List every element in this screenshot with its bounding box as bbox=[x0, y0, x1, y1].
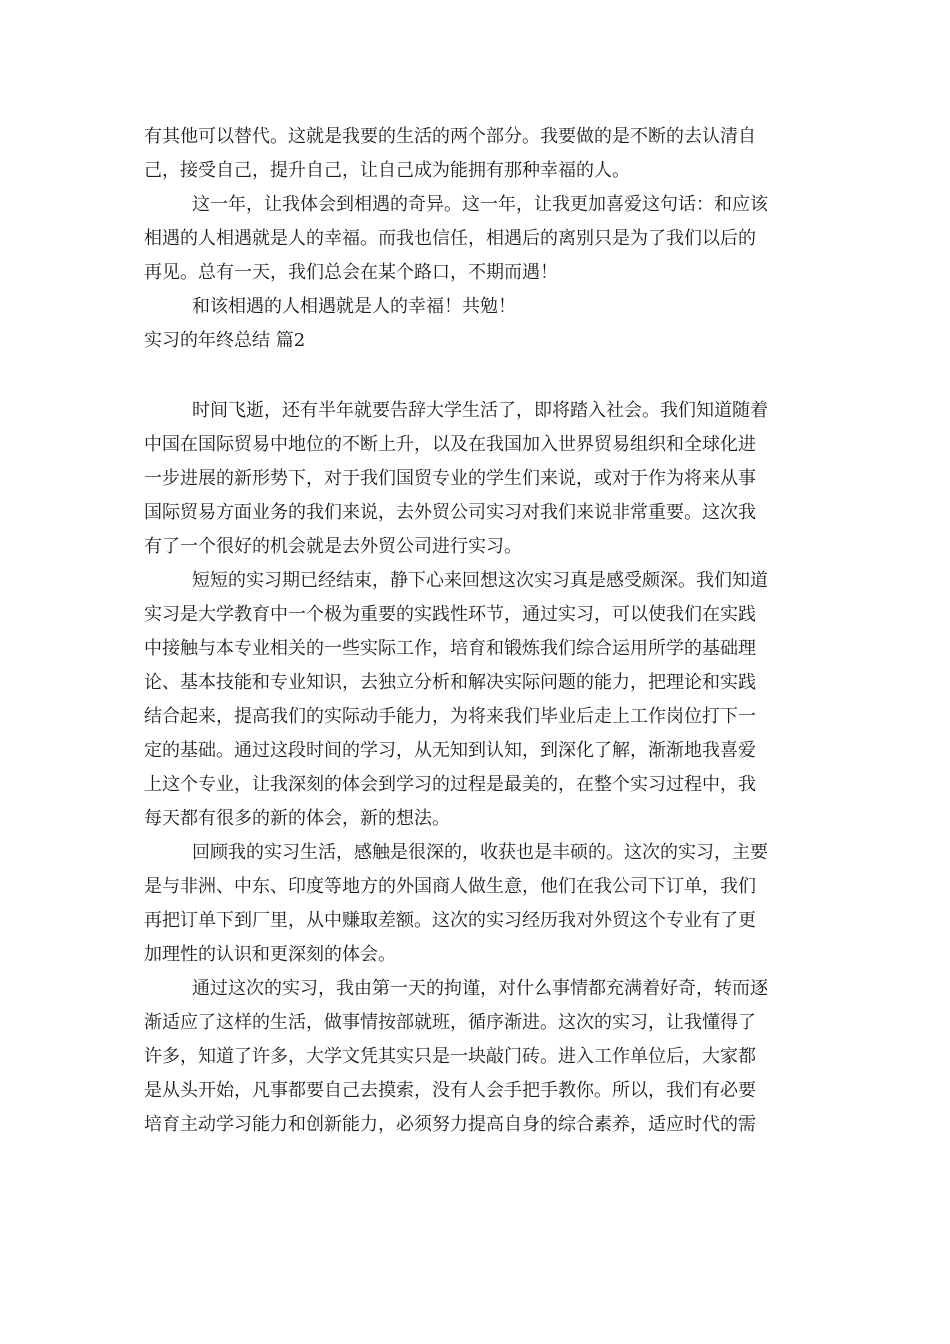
paragraph bbox=[144, 972, 808, 1142]
section-heading: 实习的年终总结 篇2 bbox=[144, 330, 306, 351]
text-line: 再把订单下到厂里，从中赚取差额。这次的实习经历我对外贸这个专业有了更 bbox=[144, 910, 756, 931]
text-line: 是与非洲、中东、印度等地方的外国商人做生意，他们在我公司下订单，我们 bbox=[144, 876, 756, 897]
text-line: 再见。总有一天，我们总会在某个路口，不期而遇！ bbox=[144, 262, 558, 283]
text-line: 回顾我的实习生活，感触是很深的，收获也是丰硕的。这次的实习，主要 bbox=[192, 842, 768, 863]
text-line: 和该相遇的人相遇就是人的幸福！共勉！ bbox=[192, 296, 516, 317]
blank-line bbox=[144, 358, 808, 394]
text-line: 一步进展的新形势下，对于我们国贸专业的学生们来说，或对于作为将来从事 bbox=[144, 468, 756, 489]
text-line: 有其他可以替代。这就是我要的生活的两个部分。我要做的是不断的去认清自 bbox=[144, 126, 756, 147]
text-line: 渐适应了这样的生活，做事情按部就班，循序渐进。这次的实习，让我懂得了 bbox=[144, 1012, 756, 1033]
text-line: 时间飞逝，还有半年就要告辞大学生活了，即将踏入社会。我们知道随着 bbox=[192, 400, 768, 421]
text-line: 许多，知道了许多，大学文凭其实只是一块敲门砖。进入工作单位后，大家都 bbox=[144, 1046, 756, 1067]
text-line: 己，接受自己，提升自己，让自己成为能拥有那种幸福的人。 bbox=[144, 160, 630, 181]
text-line: 上这个专业，让我深刻的体会到学习的过程是最美的，在整个实习过程中，我 bbox=[144, 774, 756, 795]
text-line: 实习是大学教育中一个极为重要的实践性环节，通过实习，可以使我们在实践 bbox=[144, 604, 756, 625]
document-page bbox=[144, 120, 808, 1142]
paragraph bbox=[144, 564, 808, 836]
paragraph bbox=[144, 836, 808, 972]
text-line: 中接触与本专业相关的一些实际工作，培育和锻炼我们综合运用所学的基础理 bbox=[144, 638, 756, 659]
text-line: 通过这次的实习，我由第一天的拘谨，对什么事情都充满着好奇，转而逐 bbox=[192, 978, 768, 999]
text-line: 相遇的人相遇就是人的幸福。而我也信任，相遇后的离别只是为了我们以后的 bbox=[144, 228, 756, 249]
paragraph bbox=[144, 188, 808, 290]
text-line: 结合起来，提高我们的实际动手能力，为将来我们毕业后走上工作岗位打下一 bbox=[144, 706, 756, 727]
text-line: 有了一个很好的机会就是去外贸公司进行实习。 bbox=[144, 536, 522, 557]
text-line: 定的基础。通过这段时间的学习，从无知到认知，到深化了解，渐渐地我喜爱 bbox=[144, 740, 756, 761]
text-line: 培育主动学习能力和创新能力，必须努力提高自身的综合素养，适应时代的需 bbox=[144, 1114, 756, 1135]
text-line: 国际贸易方面业务的我们来说，去外贸公司实习对我们来说非常重要。这次我 bbox=[144, 502, 756, 523]
text-line: 这一年，让我体会到相遇的奇异。这一年，让我更加喜爱这句话：和应该 bbox=[192, 194, 768, 215]
text-line: 加理性的认识和更深刻的体会。 bbox=[144, 944, 396, 965]
paragraph bbox=[144, 120, 808, 188]
text-line: 每天都有很多的新的体会，新的想法。 bbox=[144, 808, 450, 829]
text-line: 论、基本技能和专业知识，去独立分析和解决实际问题的能力，把理论和实践 bbox=[144, 672, 756, 693]
text-line: 是从头开始，凡事都要自己去摸索，没有人会手把手教你。所以，我们有必要 bbox=[144, 1080, 756, 1101]
paragraph bbox=[144, 394, 808, 564]
text-line: 短短的实习期已经结束，静下心来回想这次实习真是感受颇深。我们知道 bbox=[192, 570, 768, 591]
paragraph bbox=[144, 290, 808, 324]
text-line: 中国在国际贸易中地位的不断上升，以及在我国加入世界贸易组织和全球化进 bbox=[144, 434, 756, 455]
